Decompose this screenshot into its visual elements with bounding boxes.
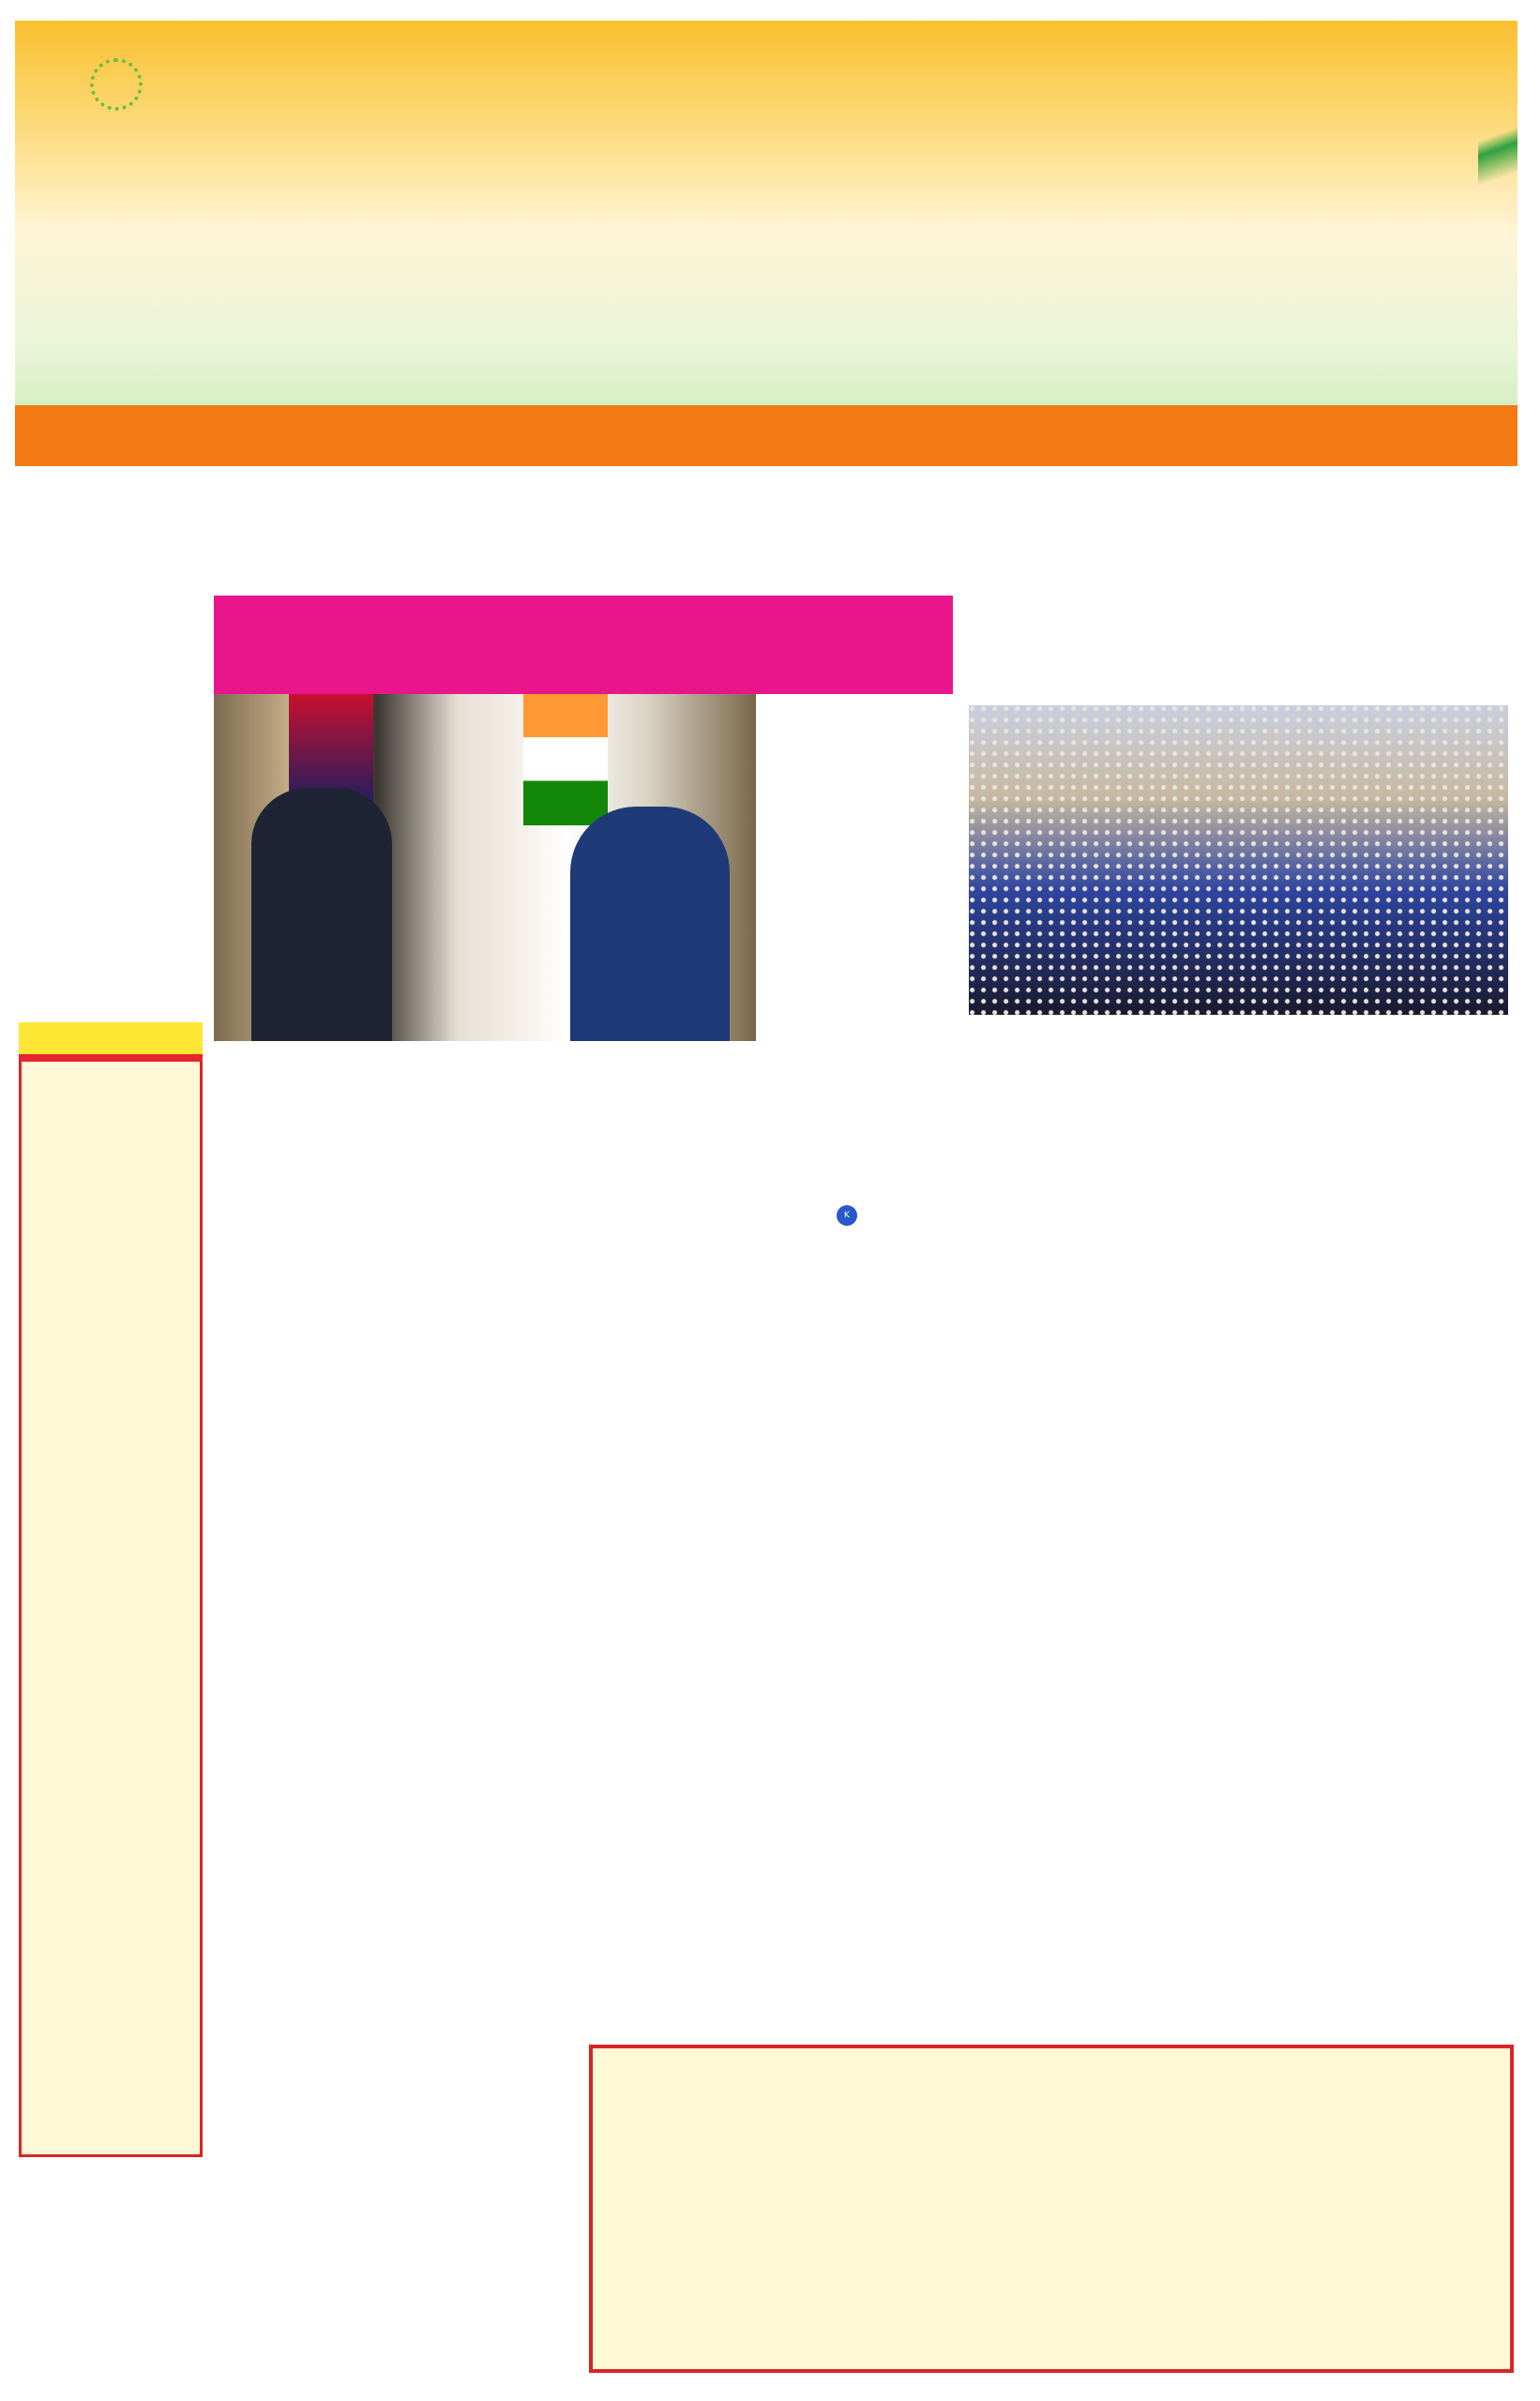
circulation-region-bar xyxy=(15,405,1517,466)
mayawati-rally-photo xyxy=(969,705,1508,1015)
brief-news-box xyxy=(19,1022,203,2157)
mayawati-column-3 xyxy=(1336,1046,1515,2040)
rangoli-decoration-icon xyxy=(90,58,143,111)
mayawati-column-1 xyxy=(966,1046,1144,2040)
starmer-figure xyxy=(251,788,392,1041)
watermark-logo-icon: K xyxy=(837,1205,857,1226)
masthead xyxy=(15,21,1517,405)
mayawati-column-2 xyxy=(1152,1046,1330,2040)
india-flag-icon xyxy=(523,694,608,825)
lead-column-c xyxy=(589,1049,767,2043)
lead-subhead-banner xyxy=(214,596,953,694)
lead-column-d xyxy=(778,1034,957,2028)
brief-news-title xyxy=(19,1022,203,1062)
leaf-decoration-icon xyxy=(1478,21,1517,302)
modi-figure xyxy=(570,807,730,1041)
modi-starmer-photo xyxy=(214,694,756,1041)
akhilesh-story-box xyxy=(589,2045,1514,2373)
